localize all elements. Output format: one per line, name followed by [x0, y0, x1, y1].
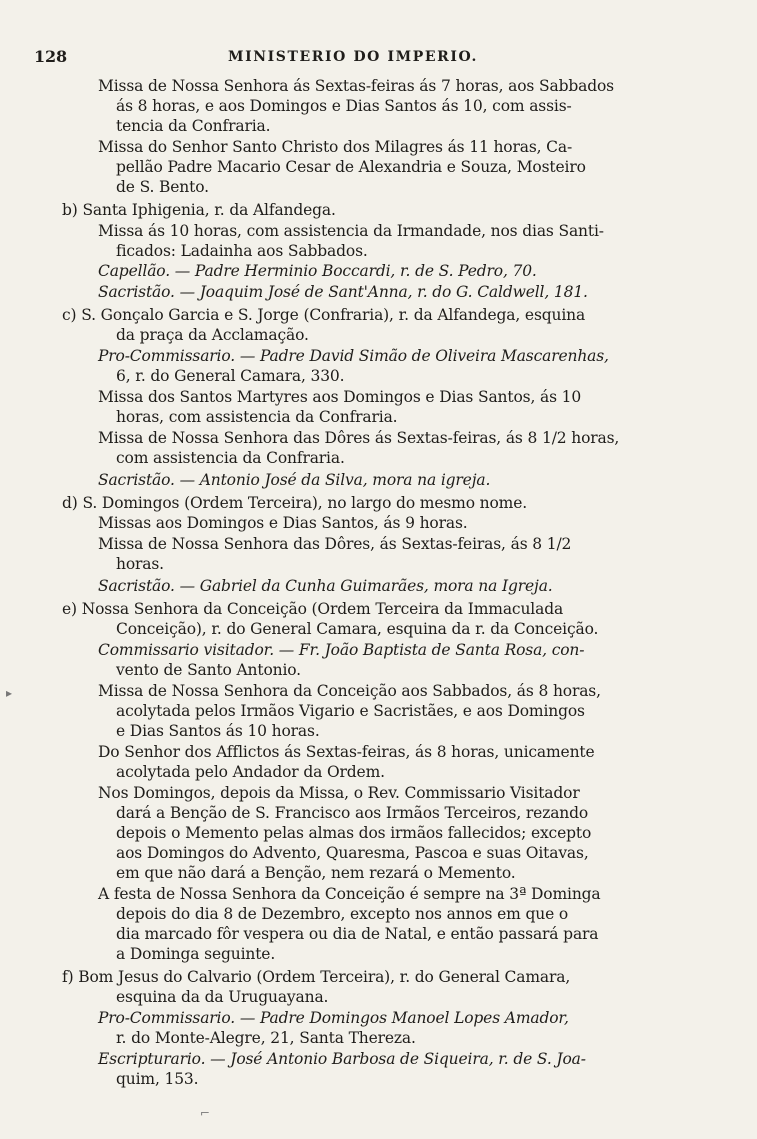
text-line: quim, 153.	[116, 1070, 199, 1088]
entry-heading: f) Bom Jesus do Calvario (Ordem Terceira), r. do General Camara,	[62, 968, 571, 986]
entry-heading: e) Nossa Senhora da Conceição (Ordem Terceira da Immaculada	[62, 600, 564, 618]
text-line: Sacristão. — Antonio José da Silva, mora na igreja.	[98, 471, 491, 489]
margin-mark: ▸	[6, 686, 13, 700]
entry-heading: b) Santa Iphigenia, r. da Alfandega.	[62, 201, 336, 219]
text-line: dará a Benção de S. Francisco aos Irmãos Terceiros, rezando	[116, 804, 589, 822]
text-line: Do Senhor dos Afflictos ás Sextas-feiras, ás 8 horas, unicamente	[98, 743, 595, 761]
text-line: Missa do Senhor Santo Christo dos Milagres ás 11 horas, Ca-	[98, 138, 573, 156]
text-line: dia marcado fôr vespera ou dia de Natal, e então passará para	[116, 925, 599, 943]
text-line: ficados: Ladainha aos Sabbados.	[116, 242, 368, 260]
text-line: em que não dará a Benção, nem rezará o Memento.	[116, 864, 516, 882]
text-line: da praça da Acclamação.	[116, 326, 309, 344]
text-line: Missa de Nossa Senhora da Conceição aos Sabbados, ás 8 horas,	[98, 682, 601, 700]
text-line: aos Domingos do Advento, Quaresma, Pascoa e suas Oitavas,	[116, 844, 589, 862]
text-line: Missa de Nossa Senhora das Dôres ás Sextas-feiras, ás 8 1/2 horas,	[98, 429, 620, 447]
text-line: depois do dia 8 de Dezembro, excepto nos annos em que o	[116, 905, 569, 923]
text-line: r. do Monte-Alegre, 21, Santa Thereza.	[116, 1029, 416, 1047]
text-line: Commissario visitador. — Fr. João Baptista de Santa Rosa, con-	[98, 641, 585, 659]
text-line: pellão Padre Macario Cesar de Alexandria e Souza, Mosteiro	[116, 158, 586, 176]
text-line: esquina da da Uruguayana.	[116, 988, 329, 1006]
entry-heading: d) S. Domingos (Ordem Terceira), no largo do mesmo nome.	[62, 494, 528, 512]
running-head: MINISTERIO DO IMPERIO.	[228, 49, 478, 65]
text-line: depois o Memento pelas almas dos irmãos fallecidos; excepto	[116, 824, 592, 842]
text-line: Nos Domingos, depois da Missa, o Rev. Commissario Visitador	[98, 784, 580, 802]
entry-heading: c) S. Gonçalo Garcia e S. Jorge (Confraria), r. da Alfandega, esquina	[62, 306, 586, 324]
text-line: Pro-Commissario. — Padre Domingos Manoel Lopes Amador,	[98, 1009, 569, 1027]
text-line: Sacristão. — Joaquim José de Sant'Anna, r. do G. Caldwell, 181.	[98, 283, 588, 301]
text-line: acolytada pelo Andador da Ordem.	[116, 763, 385, 781]
text-line: Missa de Nossa Senhora das Dôres, ás Sextas-feiras, ás 8 1/2	[98, 535, 572, 553]
text-line: Capellão. — Padre Herminio Boccardi, r. de S. Pedro, 70.	[98, 262, 537, 280]
text-line: horas.	[116, 555, 164, 573]
text-line: Conceição), r. do General Camara, esquina da r. da Conceição.	[116, 620, 599, 638]
ink-blot: ⌐	[200, 1106, 211, 1120]
text-line: Pro-Commissario. — Padre David Simão de Oliveira Mascarenhas,	[98, 347, 609, 365]
text-line: de S. Bento.	[116, 178, 209, 196]
text-line: ás 8 horas, e aos Domingos e Dias Santos ás 10, com assis-	[116, 97, 572, 115]
text-line: Missas aos Domingos e Dias Santos, ás 9 horas.	[98, 514, 468, 532]
text-line: horas, com assistencia da Confraria.	[116, 408, 398, 426]
text-line: A festa de Nossa Senhora da Conceição é sempre na 3ª Dominga	[98, 885, 601, 903]
text-line: Missa dos Santos Martyres aos Domingos e Dias Santos, ás 10	[98, 388, 582, 406]
page-number: 128	[34, 47, 67, 66]
text-line: com assistencia da Confraria.	[116, 449, 345, 467]
text-line: vento de Santo Antonio.	[116, 661, 301, 679]
text-line: a Dominga seguinte.	[116, 945, 276, 963]
text-line: acolytada pelos Irmãos Vigario e Sacristães, e aos Domingos	[116, 702, 585, 720]
text-line: Escripturario. — José Antonio Barbosa de Siqueira, r. de S. Joa-	[98, 1050, 586, 1068]
text-line: Missa ás 10 horas, com assistencia da Irmandade, nos dias Santi-	[98, 222, 604, 240]
text-line: Missa de Nossa Senhora ás Sextas-feiras ás 7 horas, aos Sabbados	[98, 77, 614, 95]
text-line: 6, r. do General Camara, 330.	[116, 367, 345, 385]
text-line: e Dias Santos ás 10 horas.	[116, 722, 320, 740]
text-line: tencia da Confraria.	[116, 117, 271, 135]
text-line: Sacristão. — Gabriel da Cunha Guimarães, mora na Igreja.	[98, 577, 553, 595]
